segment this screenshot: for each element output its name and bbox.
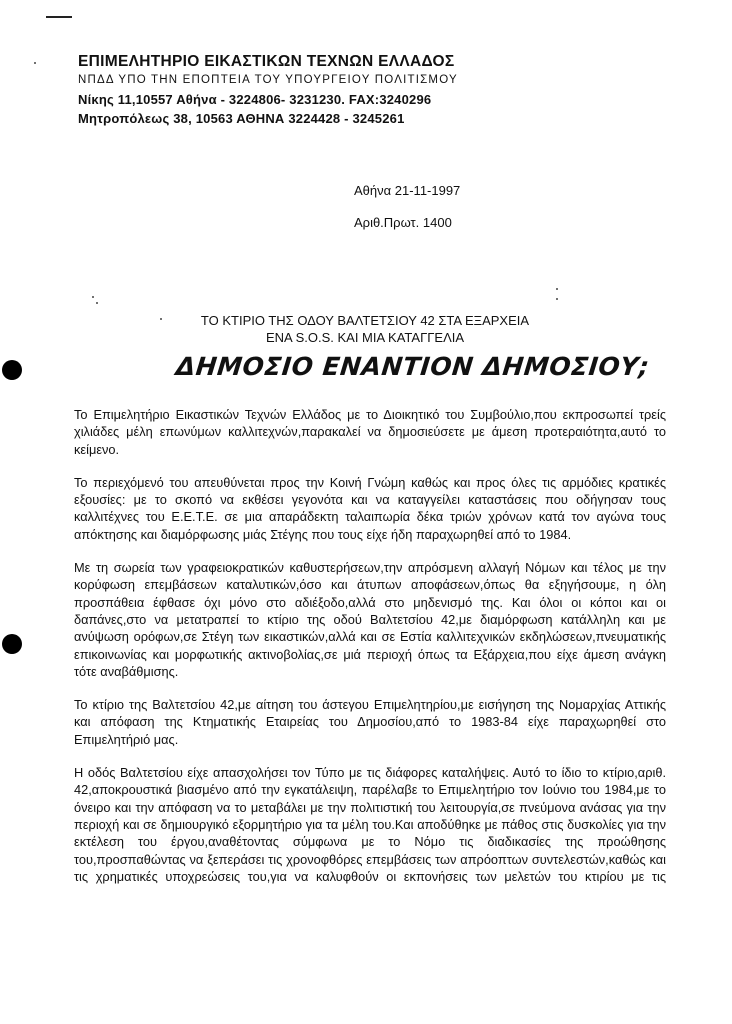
document-date: Αθήνα 21-11-1997: [354, 183, 461, 198]
letterhead: [78, 52, 638, 128]
scan-mark: [46, 16, 72, 18]
body-paragraph: Η οδός Βαλτετσίου είχε απασχολήσει τον Τύπο με τις διάφορες καταλήψεις. Αυτό το ίδιο το κτίριο,αριθ. 42,αποκρουστικά βιασμένο από την εγκατάλειψη, παρέλαβε το Επιμελητήριο τον Ιούνιο του 1984,με το όνειρο και την απόφαση να το μεταβάλει με την πολιτιστική του λειτουργία,σε πνεύμονα ανάσας για την περιοχή και σε δημιουργικό εξορμητήριο για τα μέλη του.Και αποδύθηκε με πάθος στις δυσκολίες για την εκτέλεση του έργου,αναθέτοντας σύμφωνα με το Νόμο τις διαδικασίες της προώθησης του,προσπαθώντας να ξεπεράσει τις χρονοφθόρες επεμβάσεις των απρόοπτων συντελεστών,καθώς και τις χρηματικές υποχρεώσεις του,για να καλυφθούν οι εκπονήσεις των μελετών του κτιρίου με τις: [74, 765, 666, 884]
scan-speck: [92, 296, 94, 298]
headline: [150, 312, 580, 346]
legal-status: ΝΠΔΔ ΥΠΟ ΤΗΝ ΕΠΟΠΤΕΙΑ ΤΟΥ ΥΠΟΥΡΓΕΙΟΥ ΠΟΛΙΤΙΣΜΟΥ: [78, 74, 458, 86]
protocol-number: Αριθ.Πρωτ. 1400: [354, 215, 452, 230]
handwritten-title: ΔΗΜΟΣΙΟ ΕΝΑΝΤΙΟΝ ΔΗΜΟΣΙΟΥ;: [174, 352, 651, 381]
scan-speck: [96, 302, 98, 304]
scan-speck: [556, 288, 558, 290]
date-block: [354, 175, 460, 239]
punch-hole: [2, 634, 22, 654]
address-line-2: Μητροπόλεως 38, 10563 ΑΘΗΝΑ 3224428 - 3245261: [78, 111, 405, 126]
headline-line-1: ΤΟ ΚΤΙΡΙΟ ΤΗΣ ΟΔΟΥ ΒΑΛΤΕΤΣΙΟΥ 42 ΣΤΑ ΕΞΑΡΧΕΙΑ: [200, 313, 530, 328]
body-paragraph: Το περιεχόμενό του απευθύνεται προς την Κοινή Γνώμη καθώς και προς όλες τις αρμόδιες κρατικές εξουσίες: με το σκοπό να εκθέσει γεγονότα και να καταγγείλει καταστάσεις που οδήγησαν τους καλλιτέχνες του Ε.Ε.Τ.Ε. σε μια απαράδεκτη ταλαιπωρία δέκα τριών χρόνων κατά τον αγώνα τους απόκτησης και διαμόρφωσης μιάς Στέγης που τους είχε ήδη παραχωρηθεί από το 1984.: [74, 474, 666, 542]
punch-hole: [2, 360, 22, 380]
address-line-1: Νίκης 11,10557 Αθήνα - 3224806- 3231230. FAX:3240296: [78, 92, 432, 107]
letter-body: [74, 406, 666, 901]
body-paragraph: Το Επιμελητήριο Εικαστικών Τεχνών Ελλάδος με το Διοικητικό του Συμβούλιο,που εκπροσωπεί τρείς χιλιάδες μέλη επωνύμων καλλιτεχνών,παρακαλεί να δημοσιεύσετε με άμεση προτεραιότητα,αυτό το κείμενο.: [74, 407, 666, 457]
scan-speck: [34, 62, 36, 64]
headline-line-2: ΕΝΑ S.O.S. ΚΑΙ ΜΙΑ ΚΑΤΑΓΓΕΛΙΑ: [265, 330, 465, 345]
scan-speck: [556, 298, 558, 300]
organization-name: ΕΠΙΜΕΛΗΤΗΡΙΟ ΕΙΚΑΣΤΙΚΩΝ ΤΕΧΝΩΝ ΕΛΛΑΔΟΣ: [78, 53, 455, 70]
body-paragraph: Το κτίριο της Βαλτετσίου 42,με αίτηση του άστεγου Επιμελητηρίου,με εισήγηση της Νομαρχίας Αττικής και απόφαση της Κτηματικής Εταιρείας του Δημοσίου,από το 1983-84 είχε παραχωρηθεί στο Επιμελητήριό μας.: [74, 697, 666, 747]
body-paragraph: Με τη σωρεία των γραφειοκρατικών καθυστερήσεων,την απρόσμενη αλλαγή Νόμων και τέλος με την κορύφωση επεμβάσεων καταλυτικών,όσο και άτυπων αποφάσεων,όπως θα εξηγήσουμε, η όλη προσπάθεια έφθασε όχι μόνο στο αδιέξοδο,αλλά στο μηδενισμό της. Και όλοι οι κόποι και οι δαπάνες,στο να μετατραπεί το κτίριο της οδού Βαλτετσίου 42,με διαμόρφωση κατάλληλη και με ανύψωση ορόφων,σε Στέγη των εικαστικών,αλλά και σε Εστία καλλιτεχνικών εκδηλώσεων,πνευματικής επικοινωνίας και μορφωτικής ακτινοβολίας,σε μιά περιοχή όπως τα Εξάρχεια,που είχε άμεση ανάγκη τότε αναβάθμισης.: [74, 560, 666, 679]
